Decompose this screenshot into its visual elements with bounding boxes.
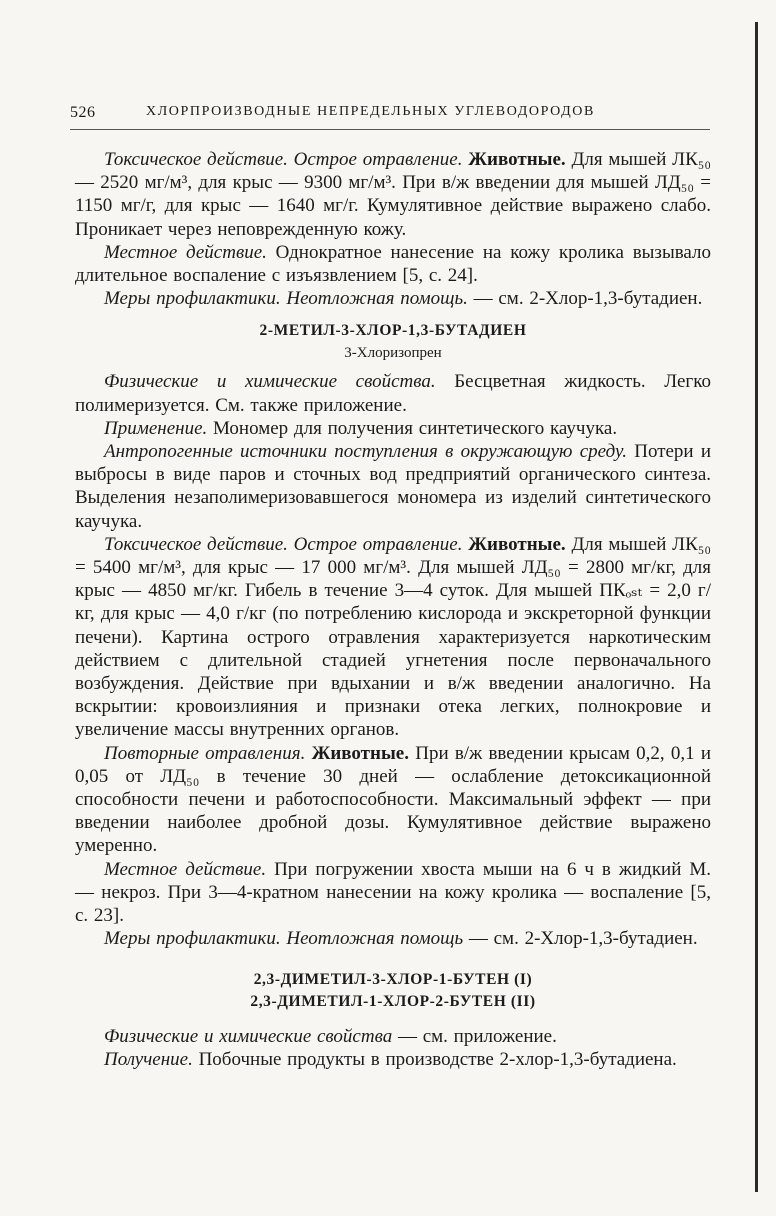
- toxic-effect-paragraph: [75, 148, 711, 241]
- page-header: [70, 104, 710, 126]
- para-heading: Местное действие.: [104, 241, 267, 263]
- para-text: При погружении хвоста мыши на 6 ч в жидкий М. — некроз. При 3—4-кратном нанесении на кожу кролика — воспаление [5, с. 23].: [75, 858, 711, 927]
- para-heading: Применение.: [104, 417, 208, 439]
- animals-label: Животные.: [468, 149, 566, 170]
- compound-title: 2,3-ДИМЕТИЛ-3-ХЛОР-1-БУТЕН (I): [253, 970, 533, 988]
- para-text: Для мышей ЛК₅₀ — 2520 мг/м³, для крыс — 9300 мг/м³. При в/ж введении для мышей ЛД₅₀ = 1150 мг/г, для крыс — 1640 мг/г. Кумулятивное действие выражено слабо. Проникает через неповрежденную кожу.: [75, 149, 711, 240]
- physchem-paragraph: [75, 370, 711, 416]
- para-heading: Местное действие.: [104, 858, 267, 880]
- running-title: ХЛОРПРОИЗВОДНЫЕ НЕПРЕДЕЛЬНЫХ УГЛЕВОДОРОДОВ: [146, 104, 595, 119]
- para-text: Побочные продукты в производстве 2-хлор-1,3-бутадиена.: [198, 1048, 677, 1070]
- para-text: Бесцветная жидкость. Легко полимеризуется. См. также приложение.: [75, 371, 711, 416]
- para-text: — см. приложение.: [397, 1025, 557, 1047]
- sources-paragraph: [75, 440, 711, 533]
- animals-label: Животные.: [468, 533, 566, 555]
- application-paragraph: [75, 417, 711, 440]
- para-text: При в/ж введении крысам 0,2, 0,1 и 0,05 от ЛД₅₀ в течение 30 дней — ослабление детоксикационной способности печени и работоспособности. Максимальный эффект — при введении наиболее дробной дозы. Кумулятивное действие выражено умеренно.: [75, 742, 712, 857]
- toxic-effect-paragraph: [75, 533, 711, 742]
- physchem-paragraph: [75, 1025, 711, 1048]
- local-effect-paragraph: [75, 241, 711, 287]
- para-heading: Меры профилактики. Неотложная помощь: [104, 928, 464, 950]
- header-rule: [70, 129, 710, 130]
- para-heading: Физические и химические свойства: [104, 1025, 393, 1047]
- animals-label: Животные.: [311, 742, 409, 764]
- para-heading: Меры профилактики. Неотложная помощь.: [104, 288, 468, 310]
- para-heading: Повторные отравления.: [104, 742, 306, 764]
- para-text: Однократное нанесение на кожу кролика вызывало длительное воспаление с изъязвлением [5, с. 24].: [75, 241, 712, 287]
- compound-title: 2,3-ДИМЕТИЛ-1-ХЛОР-2-БУТЕН (II): [250, 992, 536, 1010]
- prevention-paragraph: [75, 927, 711, 950]
- page-content: [75, 148, 711, 1071]
- para-text: Потери и выбросы в виде паров и сточных вод предприятий органического синтеза. Выделения незаполимеризовавшегося мономера из изделий синтетического каучука.: [75, 441, 712, 532]
- para-text: — см. 2-Хлор-1,3-бутадиен.: [468, 928, 698, 950]
- page-number: 526: [70, 104, 96, 121]
- production-paragraph: [75, 1048, 711, 1071]
- para-heading: Физические и химические свойства.: [104, 371, 436, 393]
- compound-title: 2-МЕТИЛ-3-ХЛОР-1,3-БУТАДИЕН: [259, 322, 527, 340]
- local-effect-paragraph: [75, 858, 711, 928]
- para-heading: Токсическое действие. Острое отравление.: [104, 533, 463, 555]
- page-edge-line: [755, 22, 758, 1192]
- para-text: Для мышей ЛК₅₀ = 5400 мг/м³, для крыс — 17 000 мг/м³. Для мышей ЛД₅₀ = 2800 мг/кг, для крыс — 4850 мг/кг. Гибель в течение 3—4 суток. Для мышей ПКₒₛₜ = 2,0 г/кг, для крыс — 4,0 г/кг (по потреблению кислорода и экскреторной функции печени). Картина острого отравления характеризуется наркотическим действием с длительной стадией угнетения после первоначального возбуждения. Действие при вдыхании и в/ж введении аналогично. На вскрытии: кровоизлияния и признаки отека легких, полнокровие и увеличение массы внутренних органов.: [75, 533, 711, 741]
- repeated-poisoning-paragraph: [75, 742, 711, 858]
- para-heading: Получение.: [104, 1048, 193, 1070]
- para-heading: Токсическое действие. Острое отравление.: [104, 149, 463, 170]
- prevention-paragraph: [75, 287, 711, 310]
- para-heading: Антропогенные источники поступления в окружающую среду.: [104, 441, 627, 463]
- para-text: — см. 2-Хлор-1,3-бутадиен.: [473, 288, 703, 310]
- compound-synonym: 3-Хлоризопрен: [344, 345, 442, 362]
- para-text: Мономер для получения синтетического каучука.: [213, 417, 618, 439]
